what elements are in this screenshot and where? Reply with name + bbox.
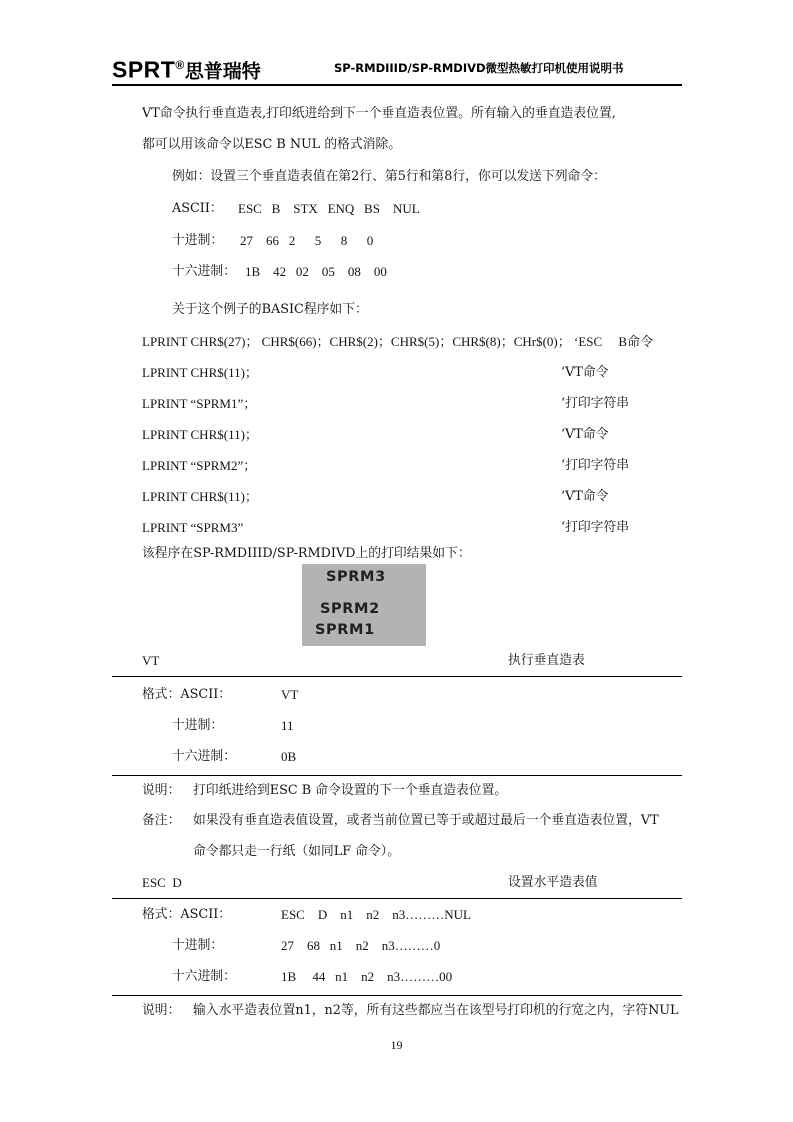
brand-logo bbox=[112, 50, 261, 87]
escd-hex-label: 十六进制： bbox=[172, 969, 236, 984]
basic-intro: 关于这个例子的BASIC程序如下： bbox=[172, 302, 368, 317]
intro-line-2: 都可以用该命令以ESC B NUL 的格式消除。 bbox=[142, 137, 402, 152]
brand-latin-text: SPRT bbox=[112, 56, 176, 83]
basic-line-1-code: LPRINT CHR$(11)； bbox=[142, 365, 258, 380]
registered-trademark-icon: ® bbox=[175, 58, 185, 72]
basic-line-4-code: LPRINT “SPRM2”； bbox=[142, 458, 257, 473]
escd-format-label: 格式：ASCII： bbox=[142, 907, 232, 922]
basic-line-2-comment: ‘打印字符串 bbox=[561, 396, 630, 411]
vt-format-value: VT bbox=[281, 687, 299, 702]
basic-line-5-comment: ‘VT命令 bbox=[561, 489, 609, 504]
escd-decimal-value: 27 68 n1 n2 n3………0 bbox=[281, 938, 441, 953]
example-hex-values: 1B 42 02 05 08 00 bbox=[245, 264, 387, 279]
escd-format-value: ESC D n1 n2 n3………NUL bbox=[281, 907, 471, 922]
page-header bbox=[112, 50, 682, 86]
vt-hex-label: 十六进制： bbox=[172, 749, 236, 764]
vt-format-label: 格式：ASCII： bbox=[142, 687, 232, 702]
basic-line-3-comment: ‘VT命令 bbox=[561, 427, 609, 442]
vt-command-description: 执行垂直造表 bbox=[508, 653, 585, 668]
page-number: 19 bbox=[390, 1038, 403, 1052]
escd-explain-label: 说明： bbox=[142, 1003, 181, 1018]
vt-hex-value: 0B bbox=[281, 749, 297, 764]
example-hex-label: 十六进制： bbox=[172, 264, 236, 279]
example-intro: 例如：设置三个垂直造表值在第2行、第5行和第8行，你可以发送下列命令： bbox=[172, 169, 606, 184]
vt-note-line-2: 命令都只走一行纸（如同LF 命令）。 bbox=[193, 844, 400, 859]
example-decimal-label: 十进制： bbox=[172, 233, 224, 248]
vt-command-name: VT bbox=[142, 653, 160, 668]
print-result-image bbox=[302, 564, 426, 646]
vt-note-label: 备注： bbox=[142, 813, 181, 828]
vt-header-divider bbox=[112, 676, 682, 677]
basic-line-0-code: LPRINT CHR$(27)； CHR$(66)；CHR$(2)；CHR$(5)；CHR$(8)；CHr$(0)； ‘ESC B命令 bbox=[142, 334, 654, 349]
header-title: SP-RMDIIID/SP-RMDIVD微型热敏打印机使用说明书 bbox=[334, 61, 624, 75]
escd-hex-value: 1B 44 n1 n2 n3………00 bbox=[281, 969, 453, 984]
escd-header-divider bbox=[112, 898, 682, 899]
vt-body-divider bbox=[112, 775, 682, 776]
basic-result-caption: 该程序在SP-RMDIIID/SP-RMDIVD上的打印结果如下： bbox=[142, 546, 471, 561]
example-decimal-values: 27 66 2 5 8 0 bbox=[240, 233, 374, 248]
print-sample-line-3: SPRM1 bbox=[315, 622, 375, 638]
brand-chinese-text: 思普瑞特 bbox=[184, 60, 261, 83]
example-ascii-label: ASCII： bbox=[172, 201, 223, 216]
basic-line-6-comment: ‘打印字符串 bbox=[561, 520, 630, 535]
basic-line-1-comment: ‘VT命令 bbox=[561, 365, 609, 380]
escd-command-name: ESC D bbox=[142, 875, 182, 890]
basic-line-5-code: LPRINT CHR$(11)； bbox=[142, 489, 258, 504]
escd-command-description: 设置水平造表值 bbox=[508, 875, 598, 890]
basic-line-3-code: LPRINT CHR$(11)； bbox=[142, 427, 258, 442]
basic-line-4-comment: ‘打印字符串 bbox=[561, 458, 630, 473]
print-sample-line-1: SPRM3 bbox=[326, 569, 386, 585]
vt-explain-label: 说明： bbox=[142, 783, 181, 798]
escd-body-divider bbox=[112, 995, 682, 996]
intro-line-1: VT命令执行垂直造表,打印纸进给到下一个垂直造表位置。所有输入的垂直造表位置, bbox=[142, 106, 616, 121]
basic-line-2-code: LPRINT “SPRM1”； bbox=[142, 396, 257, 411]
vt-explain-text: 打印纸进给到ESC B 命令设置的下一个垂直造表位置。 bbox=[193, 783, 508, 798]
vt-note-line-1: 如果没有垂直造表值设置，或者当前位置已等于或超过最后一个垂直造表位置，VT bbox=[193, 813, 659, 828]
example-ascii-values: ESC B STX ENQ BS NUL bbox=[238, 201, 420, 216]
escd-decimal-label: 十进制： bbox=[172, 938, 224, 953]
print-sample-line-2: SPRM2 bbox=[320, 601, 380, 617]
vt-decimal-value: 11 bbox=[281, 718, 294, 733]
header-divider bbox=[112, 84, 682, 86]
basic-line-6-code: LPRINT “SPRM3” bbox=[142, 520, 244, 535]
escd-explain-text: 输入水平造表位置n1，n2等，所有这些都应当在该型号打印机的行宽之内，字符NUL bbox=[193, 1003, 679, 1018]
vt-decimal-label: 十进制： bbox=[172, 718, 224, 733]
